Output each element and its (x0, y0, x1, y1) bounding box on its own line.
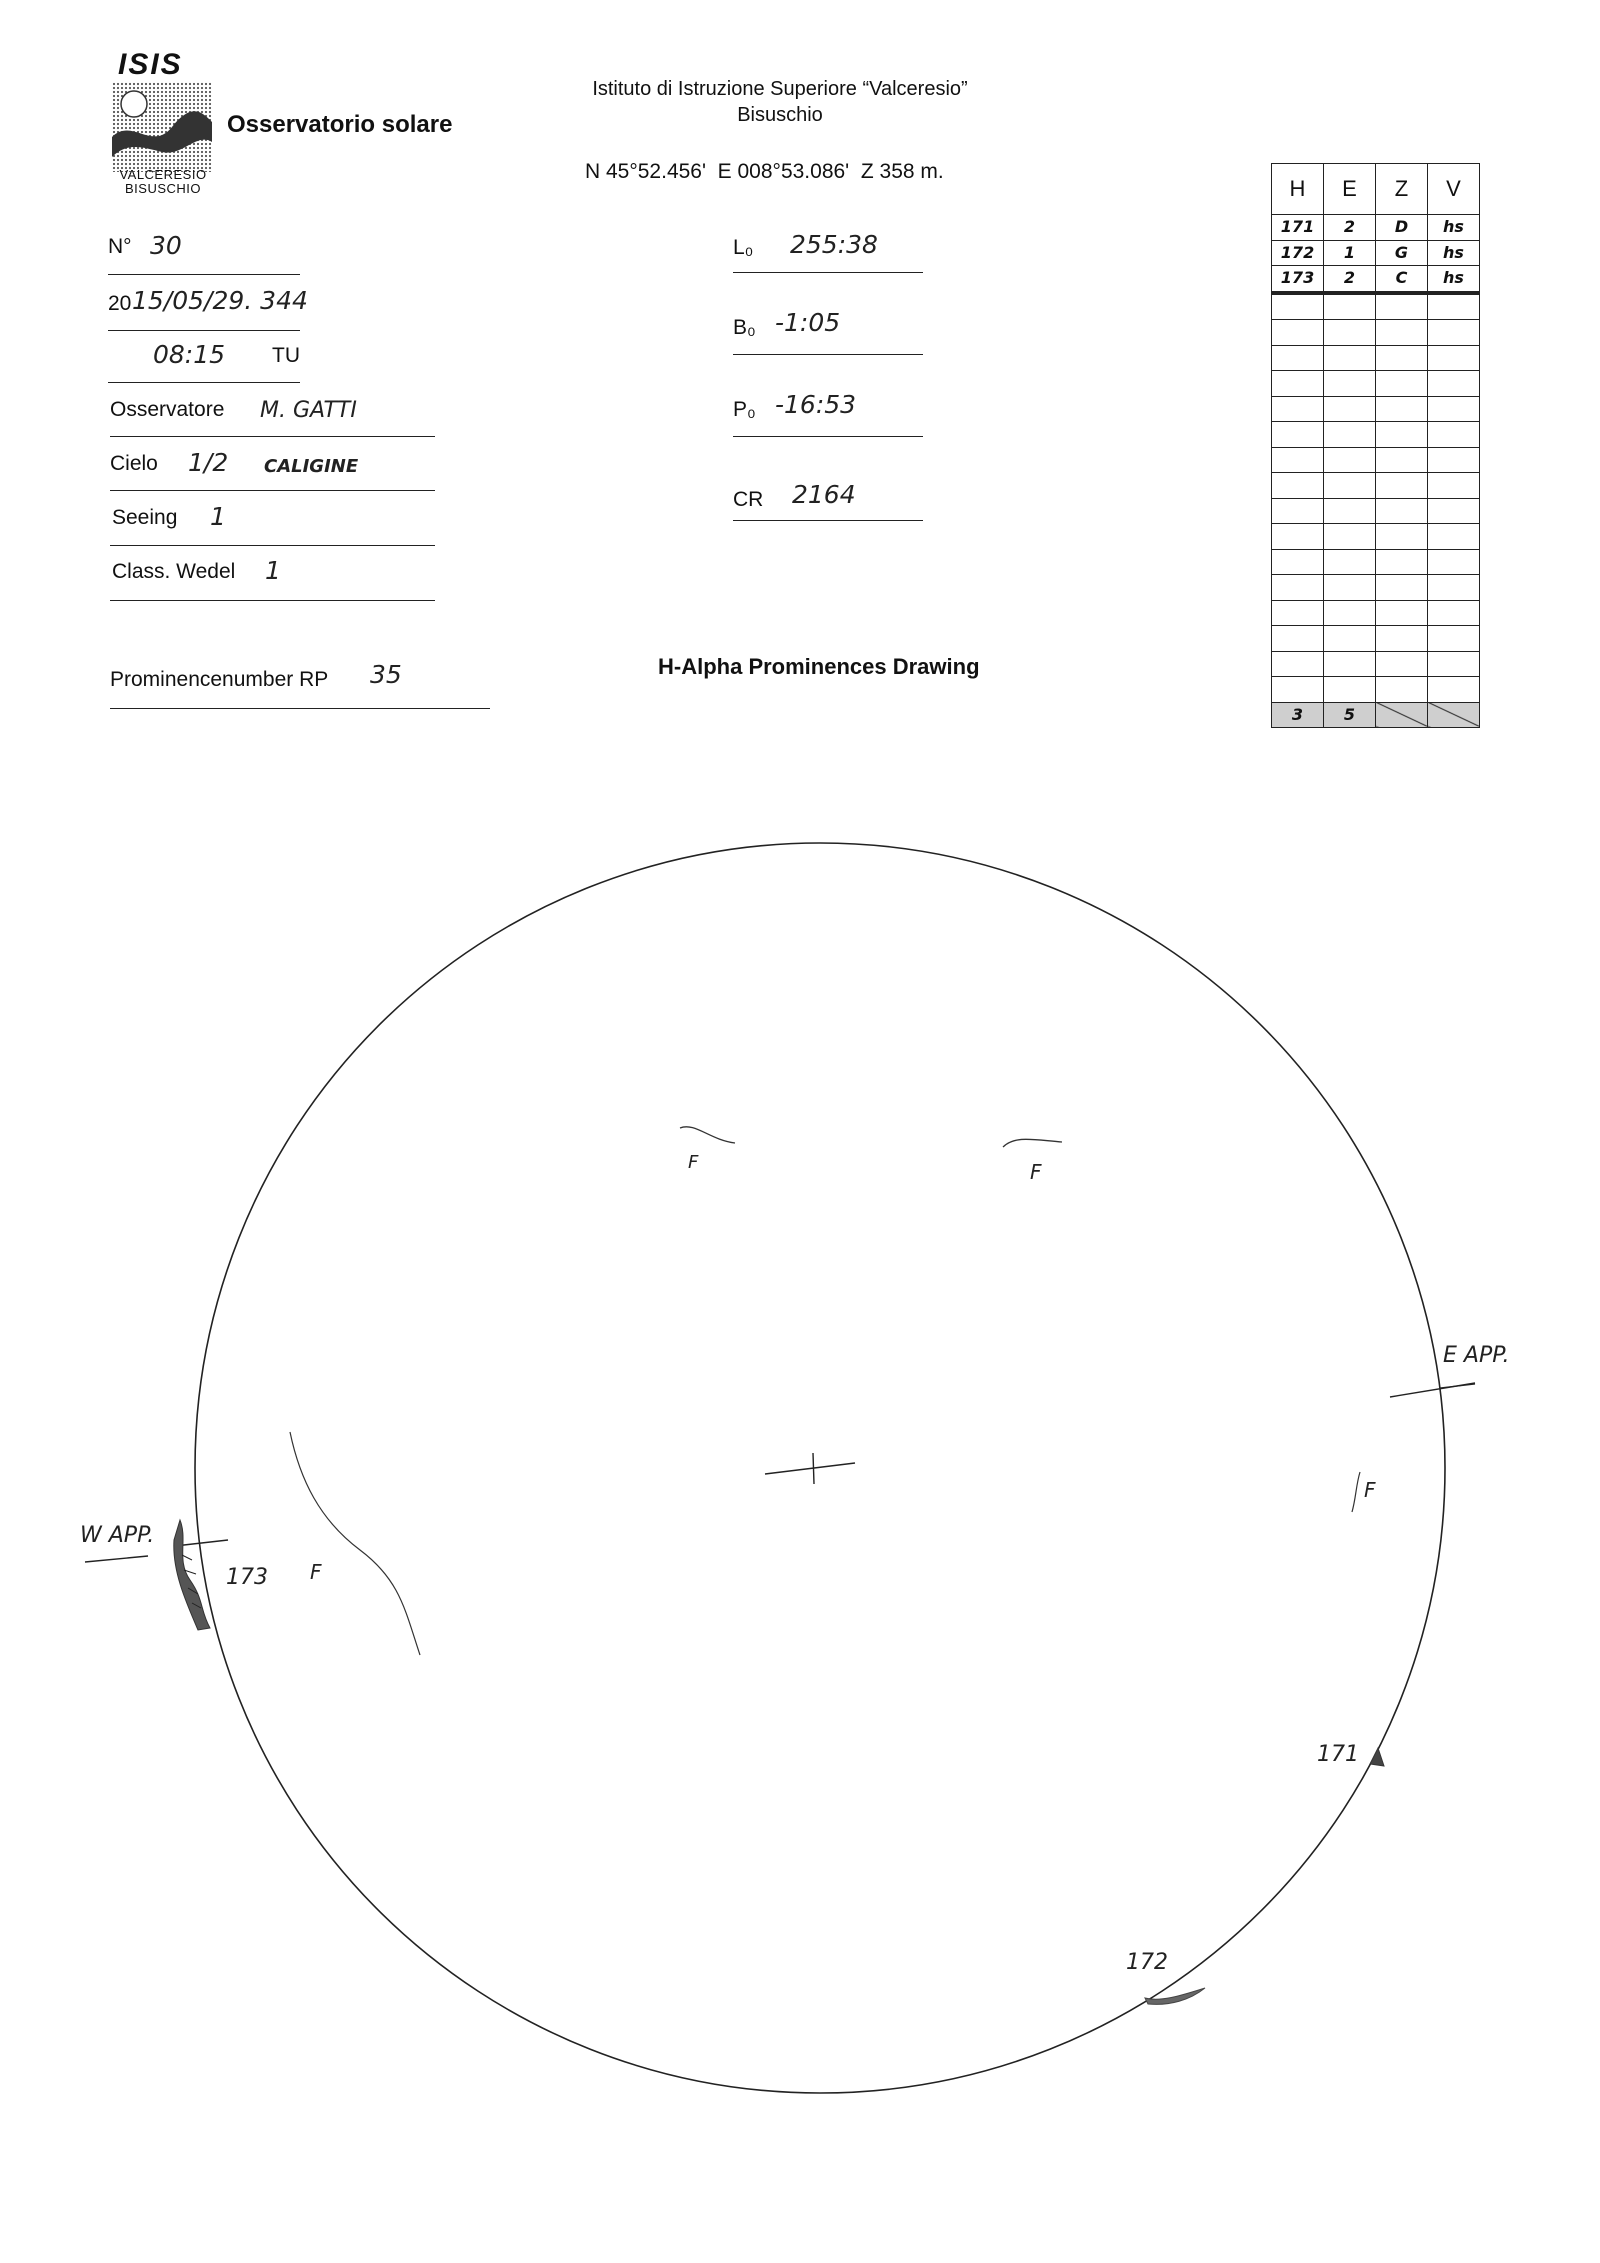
observatory-title: Osservatorio solare (227, 111, 453, 138)
logo-subtitle-line2: BISUSCHIO (124, 181, 201, 196)
center-cross-h (765, 1463, 855, 1474)
number-label: N° (108, 235, 132, 258)
b0-value: -1:05 (775, 308, 841, 337)
cell-z: C (1376, 266, 1428, 293)
sky-value: 1/2 (188, 448, 229, 477)
wedel-label: Class. Wedel (112, 560, 236, 583)
cell-h: 171 (1272, 215, 1324, 241)
filament-north-2 (1003, 1139, 1062, 1147)
b0-label: B₀ (733, 316, 756, 339)
filament-label-east: F (1364, 1478, 1376, 1502)
prominence-171 (1370, 1748, 1384, 1766)
p0-value: -16:53 (775, 390, 857, 419)
sky-label: Cielo (110, 452, 158, 475)
date-value: 15/05/29. 344 (132, 286, 308, 315)
filament-label-west: F (310, 1560, 322, 1584)
filament-north-1 (680, 1127, 735, 1143)
prominence-number-value: 35 (370, 660, 402, 689)
prominence-label-172: 172 (1126, 1950, 1168, 1975)
cell-v: hs (1428, 240, 1480, 266)
cell-z: D (1376, 215, 1428, 241)
total-e: 5 (1324, 702, 1376, 728)
prominence-label-173: 173 (226, 1565, 268, 1590)
l0-value: 255:38 (790, 230, 878, 259)
cell-e: 1 (1324, 240, 1376, 266)
header-v: V (1428, 164, 1480, 215)
date-prefix: 20 (108, 292, 132, 315)
solar-disc-outline (195, 843, 1445, 2093)
institute-line1: Istituto di Istruzione Superiore “Valceresio” (592, 78, 968, 100)
cr-value: 2164 (792, 480, 856, 509)
cell-v: hs (1428, 215, 1480, 241)
time-unit: TU (272, 344, 300, 367)
p0-label: P₀ (733, 398, 756, 421)
cell-e: 2 (1324, 266, 1376, 293)
east-label-underline (1440, 1384, 1475, 1388)
cell-h: 173 (1272, 266, 1324, 293)
cell-v: hs (1428, 266, 1480, 293)
wedel-value: 1 (265, 556, 281, 585)
seeing-label: Seeing (112, 506, 178, 529)
sky-note: CALIGINE (264, 456, 359, 477)
west-label: W APP. (80, 1523, 155, 1548)
center-cross-v (813, 1453, 814, 1484)
east-label: E APP. (1443, 1343, 1510, 1368)
prominence-number-label: Prominencenumber RP (110, 668, 329, 691)
cr-label: CR (733, 488, 764, 511)
logo-subtitle-line1: VALCERESIO (119, 167, 207, 182)
header-z: Z (1376, 164, 1428, 215)
filament-west (290, 1432, 420, 1655)
site-coordinates: N 45°52.456' E 008°53.086' Z 358 m. (585, 160, 944, 183)
observer-value: M. GATTI (260, 398, 357, 423)
total-h: 3 (1272, 702, 1324, 728)
header-e: E (1324, 164, 1376, 215)
prominence-label-171: 171 (1317, 1742, 1359, 1767)
west-label-underline (85, 1556, 148, 1562)
header-h: H (1272, 164, 1324, 215)
filament-label-north-1: F (688, 1152, 699, 1173)
time-value: 08:15 (153, 340, 226, 369)
cell-z: G (1376, 240, 1428, 266)
institute-line2: Bisuschio (737, 104, 823, 126)
filament-label-north-2: F (1030, 1160, 1042, 1184)
observer-label: Osservatore (110, 398, 225, 421)
cell-h: 172 (1272, 240, 1324, 266)
seeing-value: 1 (210, 502, 226, 531)
number-value: 30 (150, 231, 182, 260)
logo-text: ISIS (118, 48, 183, 81)
filament-east (1352, 1472, 1360, 1512)
drawing-title: H-Alpha Prominences Drawing (658, 654, 980, 679)
cell-e: 2 (1324, 215, 1376, 241)
l0-label: L₀ (733, 236, 754, 259)
